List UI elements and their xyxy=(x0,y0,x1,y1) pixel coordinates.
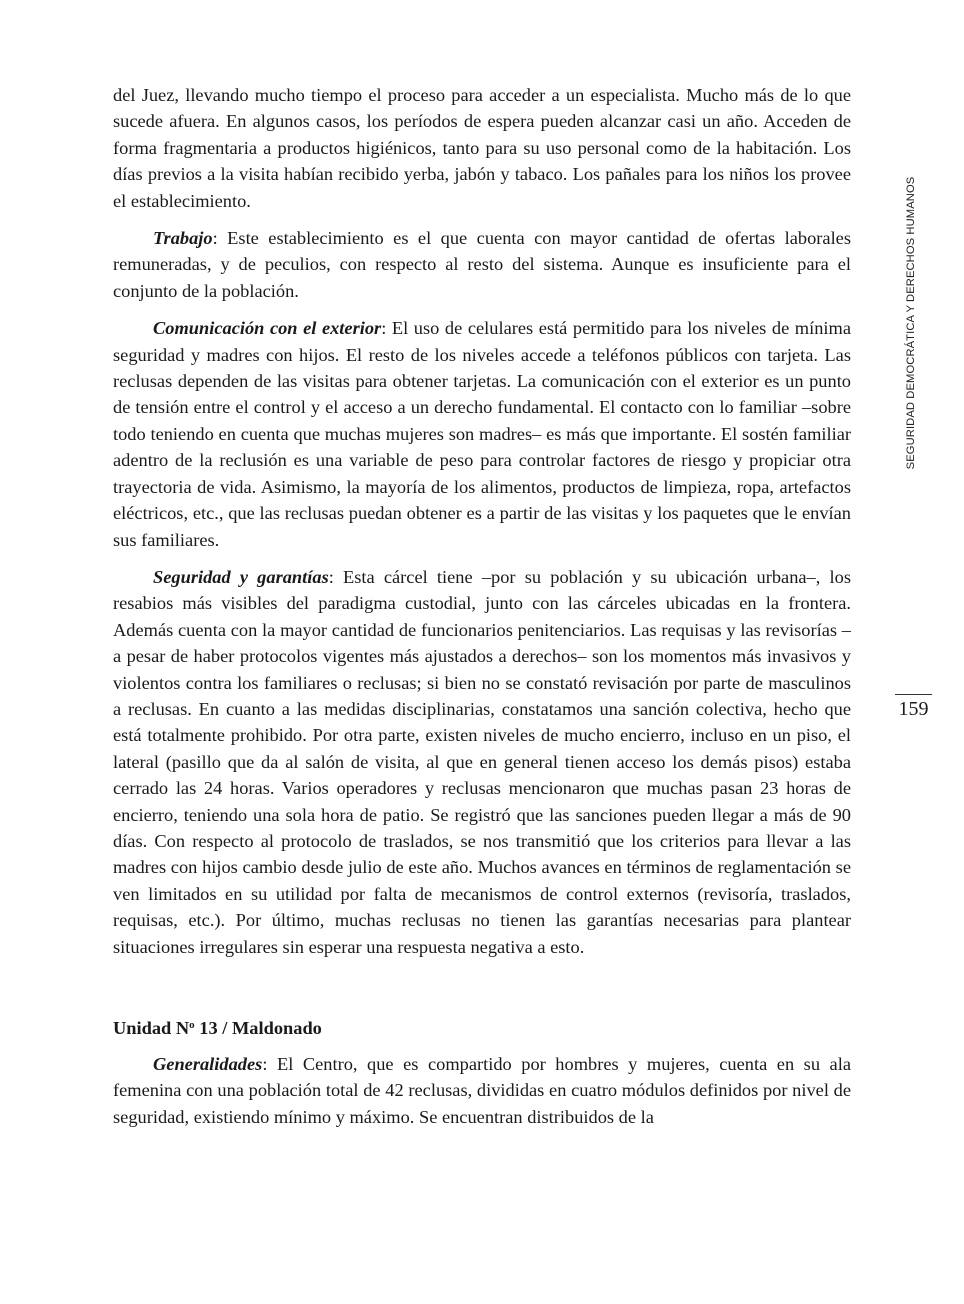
paragraph-comunicacion-text: : El uso de celulares está permitido para los niveles de mínima seguridad y madres con hijos. El resto de los niveles accede a teléfonos públicos con tarjeta. Las reclusas dependen de las visitas para obtener tarjetas. La comunicación con el exterior es un punto de tensión entre el control y el acceso a un derecho fundamental. El contacto con lo familiar –sobre todo teniendo en cuenta que muchas mujeres son madres– es más que importante. El sostén familiar adentro de la reclusión es una variable de peso para controlar factores de riesgo y propiciar otra trayectoria de vida. Asimismo, la mayoría de los alimentos, productos de limpieza, ropa, artefactos eléctricos, etc., que las reclusas puedan obtener es a partir de las visitas y los paquetes que le envían sus familiares. xyxy=(113,318,851,550)
term-generalidades: Generalidades xyxy=(153,1054,263,1074)
paragraph-comunicacion xyxy=(113,315,851,553)
page-number-rule xyxy=(895,694,932,695)
term-comunicacion: Comunicación con el exterior xyxy=(153,318,382,339)
paragraph-trabajo-text: : Este establecimiento es el que cuenta con mayor cantidad de ofertas laborales remuneradas, y de peculios, con respecto al resto del sistema. Aunque es insuficiente para el conjunto de la población. xyxy=(113,228,851,301)
term-trabajo: Trabajo xyxy=(153,228,213,249)
section-heading-suffix: 13 / Maldonado xyxy=(194,1018,322,1038)
term-seguridad: Seguridad y garantías xyxy=(153,566,329,587)
running-header-text: SEGURIDAD DEMOCRÁTICA Y DERECHOS HUMANOS xyxy=(905,176,917,470)
paragraph-health: del Juez, llevando mucho tiempo el proceso para acceder a un especialista. Mucho más de lo que sucede afuera. En algunos casos, los períodos de espera pueden alcanzar casi un año. Acceden de forma fragmentaria a productos higiénicos, tanto para su uso personal como de la habitación. Los días previos a la visita habían recibido yerba, jabón y tabaco. Los pañales para los niños los provee el establecimiento. xyxy=(113,85,851,211)
body-text xyxy=(113,82,851,1130)
paragraph-seguridad-text: : Esta cárcel tiene –por su población y su ubicación urbana–, los resabios más visibles del paradigma custodial, junto con las cárceles ubicadas en la frontera. Además cuenta con la mayor cantidad de funcionarios penitenciarios. Las requisas y las revisorías –a pesar de haber protocolos vigentes más ajustados a derechos– son los momentos más invasivos y violentos contra los familiares o reclusas; si bien no se constató revisación por parte de masculinos a reclusas. En cuanto a las medidas disciplinarias, constatamos una sanción colectiva, hecho que está totalmente prohibido. Por otra parte, existen niveles de mucho encierro, incluso en un piso, el lateral (pasillo que da al salón de visita, al que en general tienen acceso los demás pisos) estaba cerrado las 24 horas. Varios operadores y reclusas mencionaron que muchas pasan 23 horas de encierro, teniendo una sola hora de patio. Se registró que las sanciones pueden llegar a más de 90 días. Con respecto al protocolo de traslados, se nos transmitió que los criterios para llevar a las madres con hijos cambio desde julio de este año. Muchos avances en términos de reglamentación se ven limitados en su utilidad por falta de mecanismos de control externos (revisoría, traslados, requisas, etc.). Por último, muchas reclusas no tienen las garantías necesarias para plantear situaciones irregulares sin esperar una respuesta negativa a esto. xyxy=(113,566,851,957)
section-heading-prefix: Unidad N xyxy=(113,1018,190,1038)
paragraph-seguridad xyxy=(113,564,851,960)
paragraph-generalidades-text: : El Centro, que es compartido por hombres y mujeres, cuenta en su ala femenina con una población total de 42 reclusas, divididas en cuatro módulos definidos por nivel de seguridad, existiendo mínimo y máximo. Se encuentran distribuidos de la xyxy=(113,1054,851,1127)
page-number: 159 xyxy=(898,698,929,720)
paragraph-trabajo xyxy=(113,225,851,304)
paragraph-generalidades xyxy=(113,1051,851,1130)
section-heading-sup: o xyxy=(189,1019,195,1031)
section-heading xyxy=(113,1012,851,1041)
running-header xyxy=(902,164,920,482)
